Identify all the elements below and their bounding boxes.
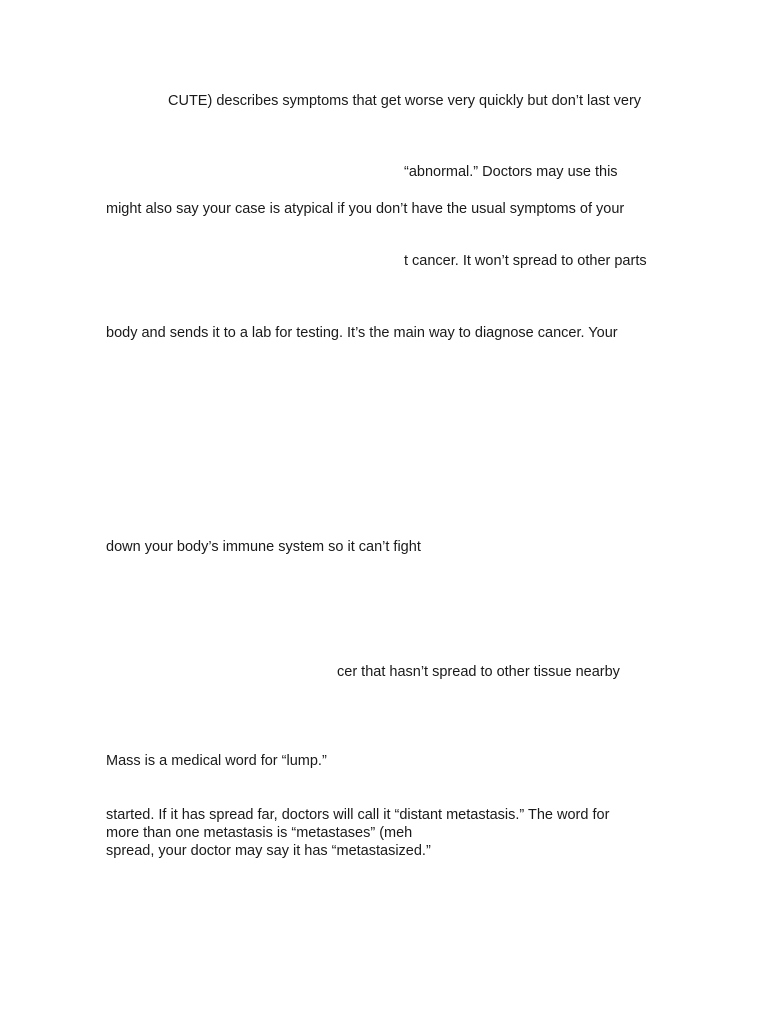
text-line-immune-system: down your body’s immune system so it can’t fight [106,539,421,555]
text-line-acute: CUTE) describes symptoms that get worse very quickly but don’t last very [168,93,642,109]
text-line-metastases: more than one metastasis is “metastases” (meh [106,825,413,841]
text-line-metastasized: spread, your doctor may say it has “metastasized.” [106,843,431,859]
text-line-localized: cer that hasn’t spread to other tissue nearby [337,664,620,680]
text-line-benign: t cancer. It won’t spread to other parts [404,253,647,269]
text-line-atypical: might also say your case is atypical if you don’t have the usual symptoms of your [106,201,625,217]
text-line-mass: Mass is a medical word for “lump.” [106,753,327,769]
text-line-abnormal: “abnormal.” Doctors may use this [404,164,618,180]
text-line-biopsy: body and sends it to a lab for testing. It’s the main way to diagnose cancer. Your [106,325,618,341]
text-line-metastasis: started. If it has spread far, doctors will call it “distant metastasis.” The word for [106,807,610,823]
